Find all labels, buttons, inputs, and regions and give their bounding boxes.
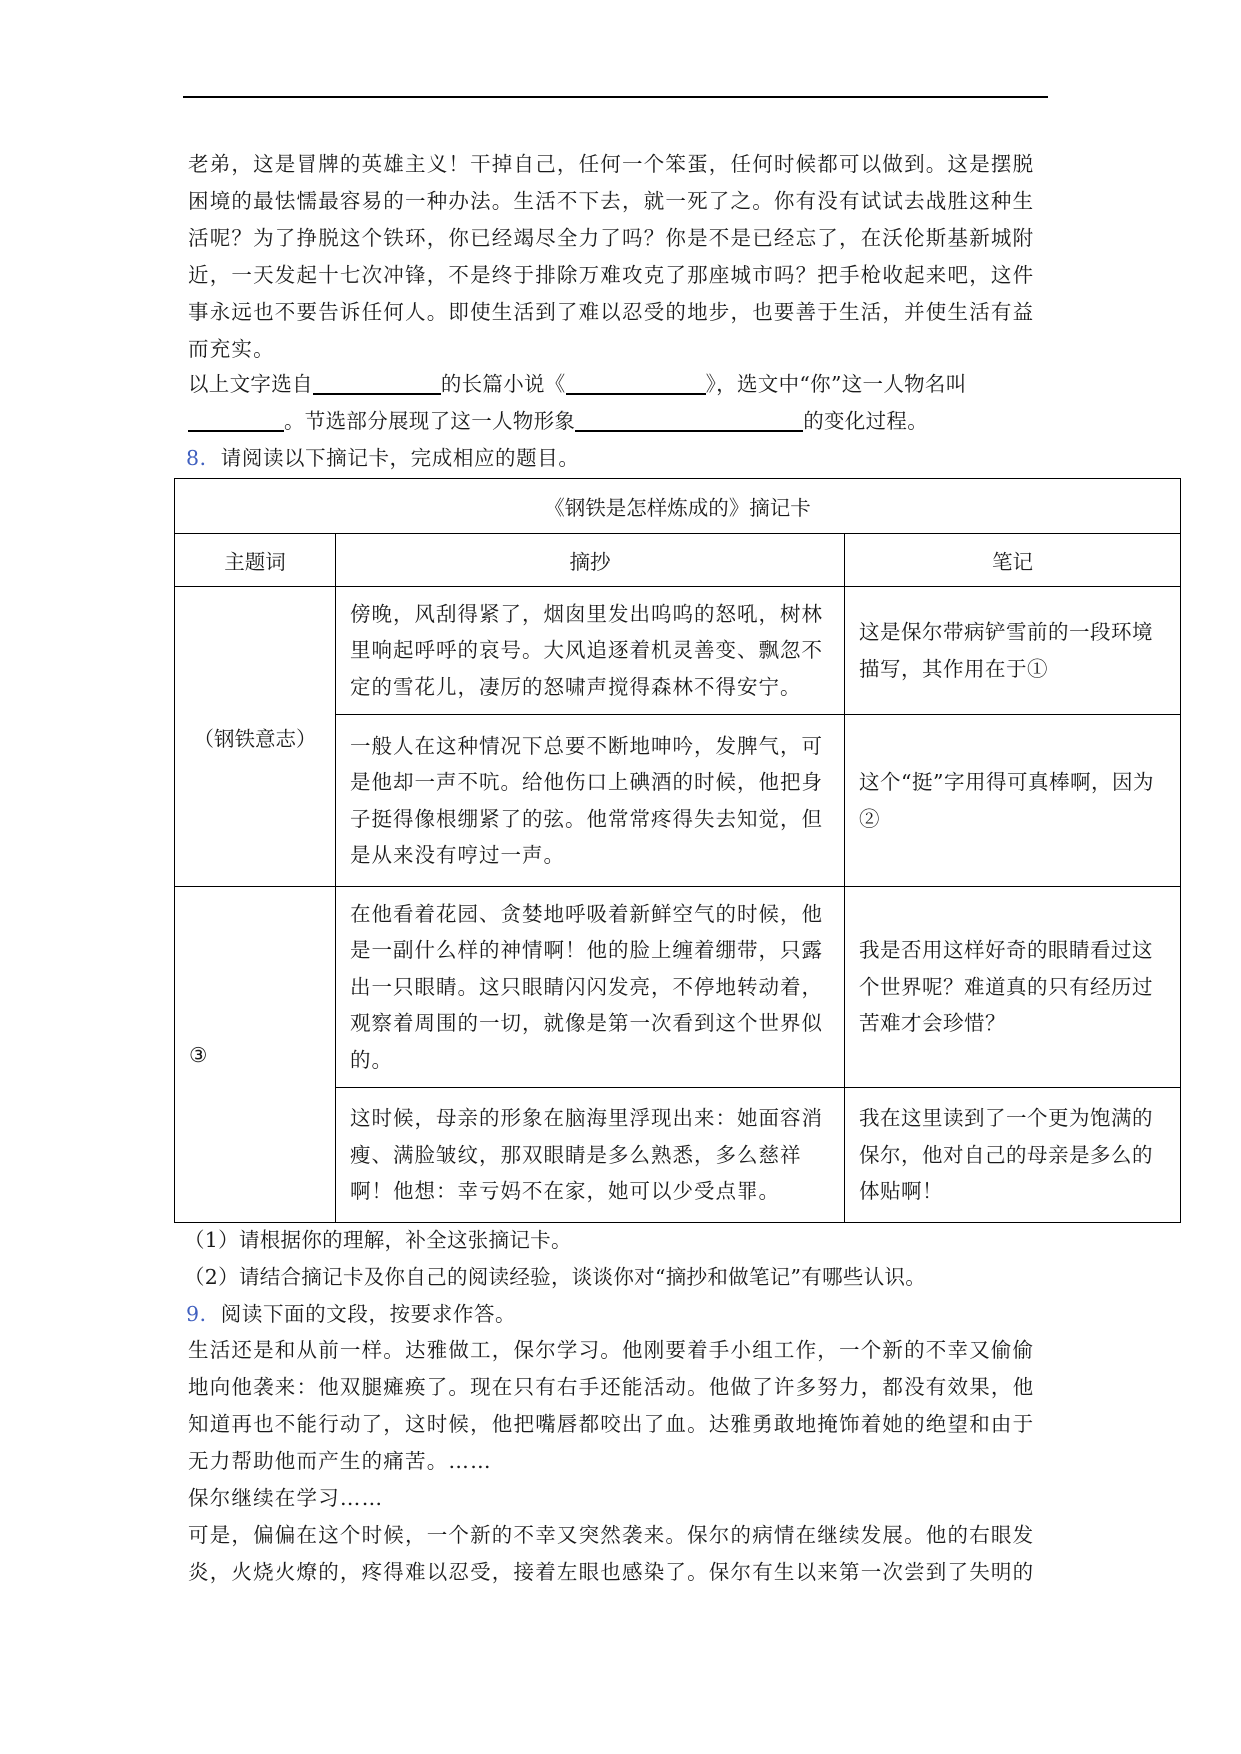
fill-line-1: [188, 366, 1048, 403]
header-excerpt: 摘抄: [336, 534, 845, 587]
change-blank[interactable]: [575, 406, 803, 432]
question-prompt: 请阅读以下摘记卡，完成相应的题目。: [220, 446, 580, 470]
passage-line: 保尔继续在学习……: [188, 1486, 384, 1510]
sub-question-1: （1）请根据你的理解，补全这张摘记卡。: [184, 1228, 572, 1252]
note-cell: 这是保尔带病铲雪前的一段环境描写，其作用在于①: [845, 587, 1181, 715]
excerpt-cell: 一般人在这种情况下总要不断地呻吟，发脾气，可是他却一声不吭。给他伤口上碘酒的时候，他把身子挺得像根绷紧了的弦。他常常疼得失去知觉，但是从来没有哼过一声。: [336, 715, 845, 887]
passage-2: [188, 1332, 1048, 1591]
fill-text: 的长篇小说《: [440, 372, 566, 396]
fill-question: [188, 366, 1048, 440]
header-theme: 主题词: [175, 534, 336, 587]
passage-line: 困境的最怯懦最容易的一种办法。生活不下去，就一死了之。你有没有试试去战胜这种生: [188, 189, 1035, 213]
question-9: [186, 1296, 1046, 1333]
passage-line: 活呢？为了挣脱这个铁环，你已经竭尽全力了吗？你是不是已经忘了，在沃伦斯基新城附: [188, 226, 1035, 250]
title-blank[interactable]: [566, 369, 706, 395]
question-number: 9．: [186, 1302, 221, 1326]
passage-line: 地向他袭来：他双腿瘫痪了。现在只有右手还能活动。他做了许多努力，都没有效果，他: [188, 1375, 1035, 1399]
note-cell: 这个“挺”字用得可真棒啊，因为②: [845, 715, 1181, 887]
fill-text: 的变化过程。: [803, 409, 929, 433]
excerpt-card: [174, 478, 1181, 1223]
passage-1: [188, 146, 1048, 368]
passage-line: 炎，火烧火燎的，疼得难以忍受，接着左眼也感染了。保尔有生以来第一次尝到了失明的: [188, 1560, 1035, 1584]
note-cell: 我在这里读到了一个更为饱满的保尔，他对自己的母亲是多么的体贴啊！: [845, 1088, 1181, 1223]
passage-line: 事永远也不要告诉任何人。即使生活到了难以忍受的地步，也要善于生活，并使生活有益: [188, 300, 1035, 324]
fill-text: 。节选部分展现了这一人物形象: [284, 409, 576, 433]
passage-line: 近，一天发起十七次冲锋，不是终于排除万难攻克了那座城市吗？把手枪收起来吧，这件: [188, 263, 1035, 287]
passage-line: 无力帮助他而产生的痛苦。……: [188, 1449, 492, 1473]
header-notes: 笔记: [845, 534, 1181, 587]
fill-line-2: [188, 403, 1048, 440]
question-number: 8．: [186, 446, 221, 470]
passage-line: 而充实。: [188, 337, 275, 361]
sub-question-2: （2）请结合摘记卡及你自己的阅读经验，谈谈你对“摘抄和做笔记”有哪些认识。: [184, 1265, 927, 1289]
name-blank[interactable]: [188, 406, 284, 432]
question-prompt: 阅读下面的文段，按要求作答。: [220, 1302, 517, 1326]
card-title: 《钢铁是怎样炼成的》摘记卡: [175, 479, 1181, 534]
passage-line: 可是，偏偏在这个时候，一个新的不幸又突然袭来。保尔的病情在继续发展。他的右眼发: [188, 1523, 1035, 1547]
theme-cell: ③: [175, 887, 336, 1223]
excerpt-cell: 这时候，母亲的形象在脑海里浮现出来：她面容消瘦、满脸皱纹，那双眼睛是多么熟悉，多么慈祥啊！他想：幸亏妈不在家，她可以少受点罪。: [336, 1088, 845, 1223]
passage-line: 知道再也不能行动了，这时候，他把嘴唇都咬出了血。达雅勇敢地掩饰着她的绝望和由于: [188, 1412, 1035, 1436]
author-blank[interactable]: [313, 369, 441, 395]
theme-cell: （钢铁意志）: [175, 587, 336, 887]
sub-questions: [184, 1222, 1044, 1296]
fill-text: 以上文字选自: [188, 372, 313, 396]
excerpt-cell: 傍晚，风刮得紧了，烟囱里发出呜呜的怒吼，树林里响起呼呼的哀号。大风追逐着机灵善变、飘忽不定的雪花儿，凄厉的怒啸声搅得森林不得安宁。: [336, 587, 845, 715]
fill-text: 》，选文中“你”这一人物名叫: [705, 372, 967, 396]
passage-line: 生活还是和从前一样。达雅做工，保尔学习。他刚要着手小组工作，一个新的不幸又偷偷: [188, 1338, 1035, 1362]
note-cell: 我是否用这样好奇的眼睛看过这个世界呢？难道真的只有经历过苦难才会珍惜？: [845, 887, 1181, 1088]
passage-line: 老弟，这是冒牌的英雄主义！干掉自己，任何一个笨蛋，任何时候都可以做到。这是摆脱: [188, 152, 1035, 176]
header-rule: [183, 96, 1048, 98]
question-8: [186, 440, 1046, 477]
excerpt-cell: 在他看着花园、贪婪地呼吸着新鲜空气的时候，他是一副什么样的神情啊！他的脸上缠着绷带，只露出一只眼睛。这只眼睛闪闪发亮，不停地转动着，观察着周围的一切，就像是第一次看到这个世界似的。: [336, 887, 845, 1088]
